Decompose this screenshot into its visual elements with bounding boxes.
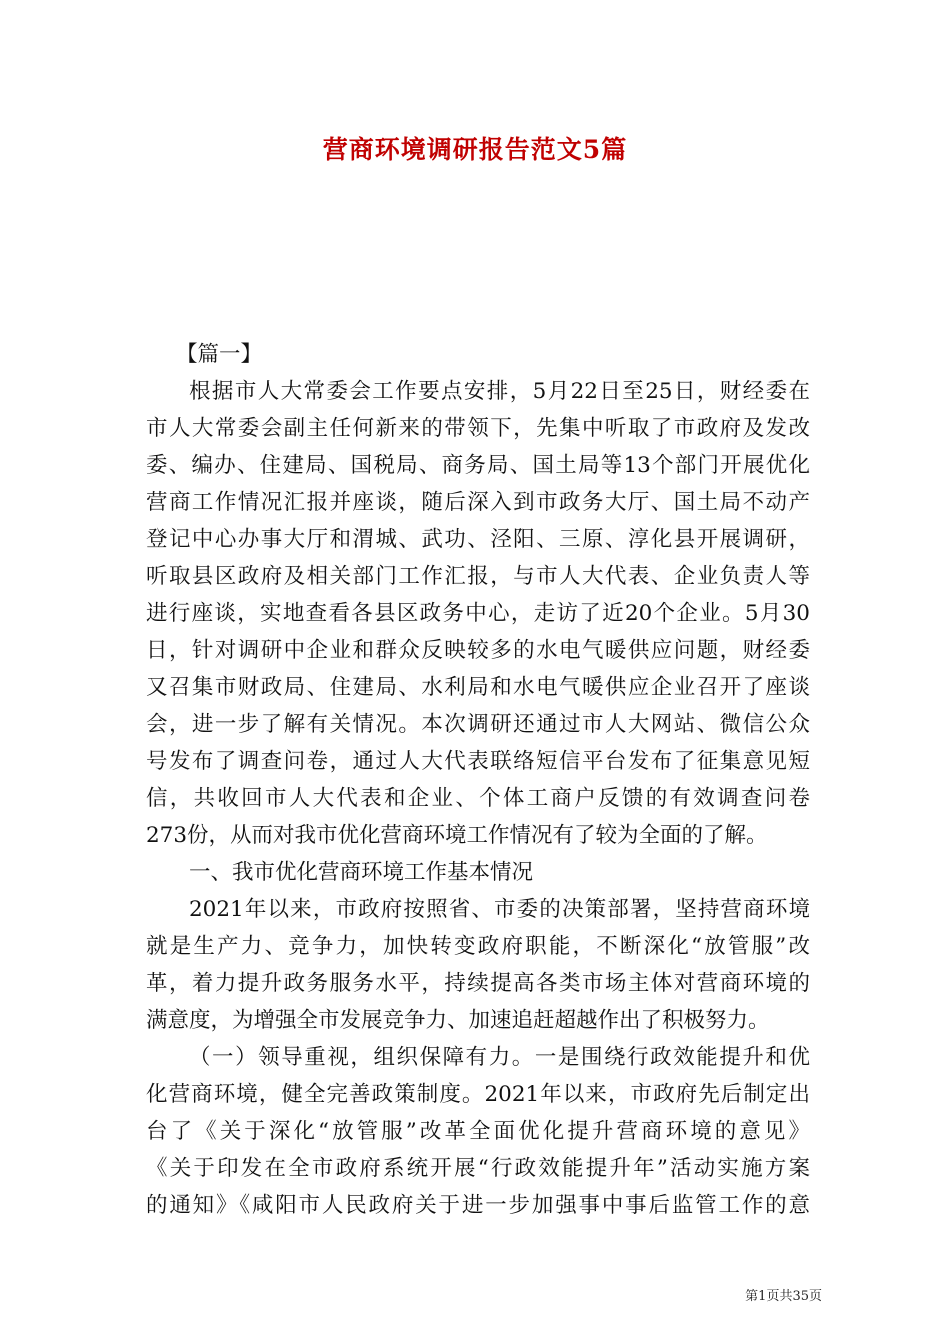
paragraph-line: 273份，从而对我市优化营商环境工作情况有了较为全面的了解。 [146, 823, 768, 848]
paragraph-line: 信，共收回市人大代表和企业、个体工商户反馈的有效调查问卷 [146, 786, 810, 811]
paragraph-line: 市人大常委会副主任何新来的带领下，先集中听取了市政府及发改 [146, 416, 810, 441]
page-number: 第1页共35页 [745, 1289, 822, 1304]
paragraph-line: 根据市人大常委会工作要点安排，5月22日至25日，财经委在 [189, 379, 810, 404]
paragraph-line: 营商工作情况汇报并座谈，随后深入到市政务大厅、国土局不动产 [146, 490, 810, 515]
paragraph-line: 2021年以来，市政府按照省、市委的决策部署，坚持营商环境 [189, 897, 810, 922]
paragraph-line: （一）领导重视，组织保障有力。一是围绕行政效能提升和优 [189, 1045, 810, 1070]
paragraph-line: 台了《关于深化“放管服”改革全面优化提升营商环境的意见》 [146, 1119, 810, 1144]
paragraph-line: 日，针对调研中企业和群众反映较多的水电气暖供应问题，财经委 [146, 638, 810, 663]
paragraph-line: 听取县区政府及相关部门工作汇报，与市人大代表、企业负责人等 [146, 564, 810, 589]
paragraph-line: 革，着力提升政务服务水平，持续提高各类市场主体对营商环境的 [146, 971, 810, 996]
paragraph-line: 会，进一步了解有关情况。本次调研还通过市人大网站、微信公众 [146, 712, 810, 737]
paragraph-line: 满意度，为增强全市发展竞争力、加速追赶超越作出了积极努力。 [146, 1008, 770, 1033]
document-body [146, 336, 810, 1224]
paragraph-line: 就是生产力、竞争力，加快转变政府职能，不断深化“放管服”改 [146, 934, 810, 959]
section-heading: 【篇一】 [176, 342, 263, 367]
section-heading: 一、我市优化营商环境工作基本情况 [189, 860, 534, 885]
paragraph-line: 登记中心办事大厅和渭城、武功、泾阳、三原、淳化县开展调研， [146, 527, 810, 552]
paragraph-line: 委、编办、住建局、国税局、商务局、国土局等13个部门开展优化 [146, 453, 810, 478]
paragraph-line: 《关于印发在全市政府系统开展“行政效能提升年”活动实施方案 [146, 1156, 810, 1181]
paragraph-line: 进行座谈，实地查看各县区政务中心，走访了近20个企业。5月30 [146, 601, 810, 626]
paragraph-line: 又召集市财政局、住建局、水利局和水电气暖供应企业召开了座谈 [146, 675, 810, 700]
document-title: 营商环境调研报告范文5篇 [322, 135, 628, 164]
paragraph-line: 的通知》《咸阳市人民政府关于进一步加强事中事后监管工作的意 [146, 1193, 810, 1218]
paragraph-line: 号发布了调查问卷，通过人大代表联络短信平台发布了征集意见短 [146, 749, 810, 774]
paragraph-line: 化营商环境，健全完善政策制度。2021年以来，市政府先后制定出 [146, 1082, 810, 1107]
